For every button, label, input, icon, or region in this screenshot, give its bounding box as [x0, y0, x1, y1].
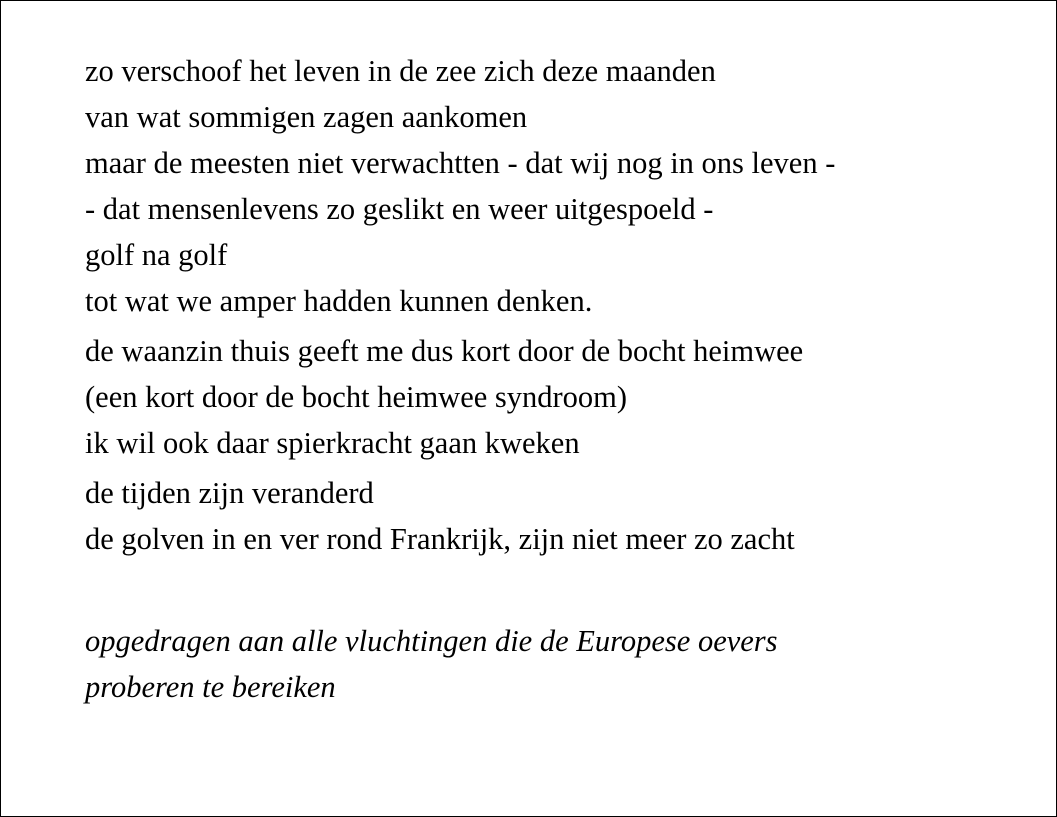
poem-line: de waanzin thuis geeft me dus kort door de bocht heimwee — [85, 334, 804, 368]
poem-line: zo verschoof het leven in de zee zich deze maanden — [85, 54, 716, 88]
poem-line: (een kort door de bocht heimwee syndroom) — [85, 380, 628, 414]
poem-line: tot wat we amper hadden kunnen denken. — [85, 284, 593, 318]
poem-line: van wat sommigen zagen aankomen — [85, 100, 528, 134]
poem-line: maar de meesten niet verwachtten - dat wij nog in ons leven - — [85, 146, 836, 180]
poem-line: de golven in en ver rond Frankrijk, zijn niet meer zo zacht — [85, 522, 795, 556]
poem-line: golf na golf — [85, 238, 228, 272]
stanza-1 — [85, 48, 1036, 324]
dedication-line: opgedragen aan alle vluchtingen die de Europese oevers — [85, 624, 778, 658]
stanza-2 — [85, 328, 1036, 466]
poem-line: ik wil ook daar spierkracht gaan kweken — [85, 426, 580, 460]
poem — [85, 48, 1036, 710]
poem-line: de tijden zijn veranderd — [85, 476, 374, 510]
dedication-line: proberen te bereiken — [85, 670, 336, 704]
dedication — [85, 618, 1036, 710]
poem-line: - dat mensenlevens zo geslikt en weer uitgespoeld - — [85, 192, 714, 226]
stanza-3 — [85, 470, 1036, 562]
